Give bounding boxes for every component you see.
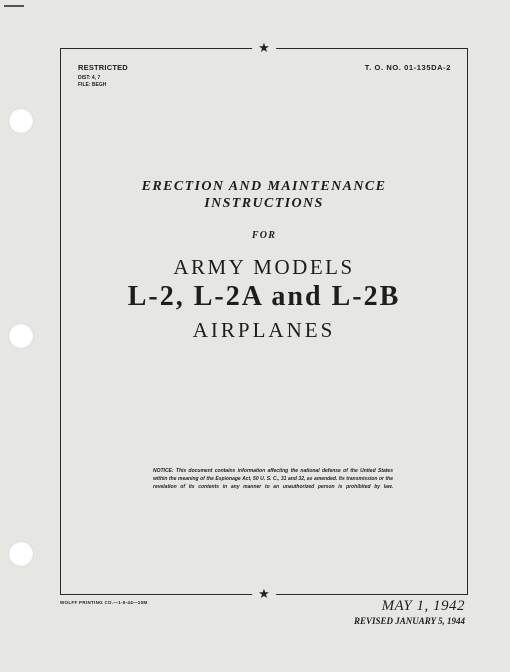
title-line-erection: ERECTION AND MAINTENANCE xyxy=(141,179,387,194)
technical-order-number: T. O. NO. 01-135DA-2 xyxy=(364,63,451,72)
binder-hole-top xyxy=(8,108,34,134)
file-label: FILE: BEGH xyxy=(78,82,107,88)
title-line-model-numbers: L-2, L-2A and L-2B xyxy=(127,281,401,312)
star-icon-bottom: ★ xyxy=(252,588,276,601)
corner-mark xyxy=(4,5,24,7)
classification-label: RESTRICTED xyxy=(78,63,128,72)
title-line-for: FOR xyxy=(251,230,277,241)
espionage-notice: NOTICE: This document contains information affecting the national defense of the United States within the meaning of the Espionage Act, 50 U. S. C., 31 and 32, as amended. Its transmission or the revelation of its contents in any manner to an unauthorized person is prohibited by law. xyxy=(153,468,393,490)
printer-imprint: WOLFF PRINTING CO.—1-5-44—10M xyxy=(60,600,148,605)
cover-frame xyxy=(60,41,468,602)
distribution-label: DIST: 4, 7 xyxy=(78,75,101,81)
revision-date: REVISED JANUARY 5, 1944 xyxy=(353,616,465,626)
binder-hole-bottom xyxy=(8,541,34,567)
title-line-army-models: ARMY MODELS xyxy=(173,255,355,279)
publication-date: MAY 1, 1942 xyxy=(381,598,465,614)
title-line-instructions: INSTRUCTIONS xyxy=(204,196,324,211)
binder-hole-middle xyxy=(8,323,34,349)
star-icon-top: ★ xyxy=(252,42,276,55)
title-line-airplanes: AIRPLANES xyxy=(192,318,336,342)
